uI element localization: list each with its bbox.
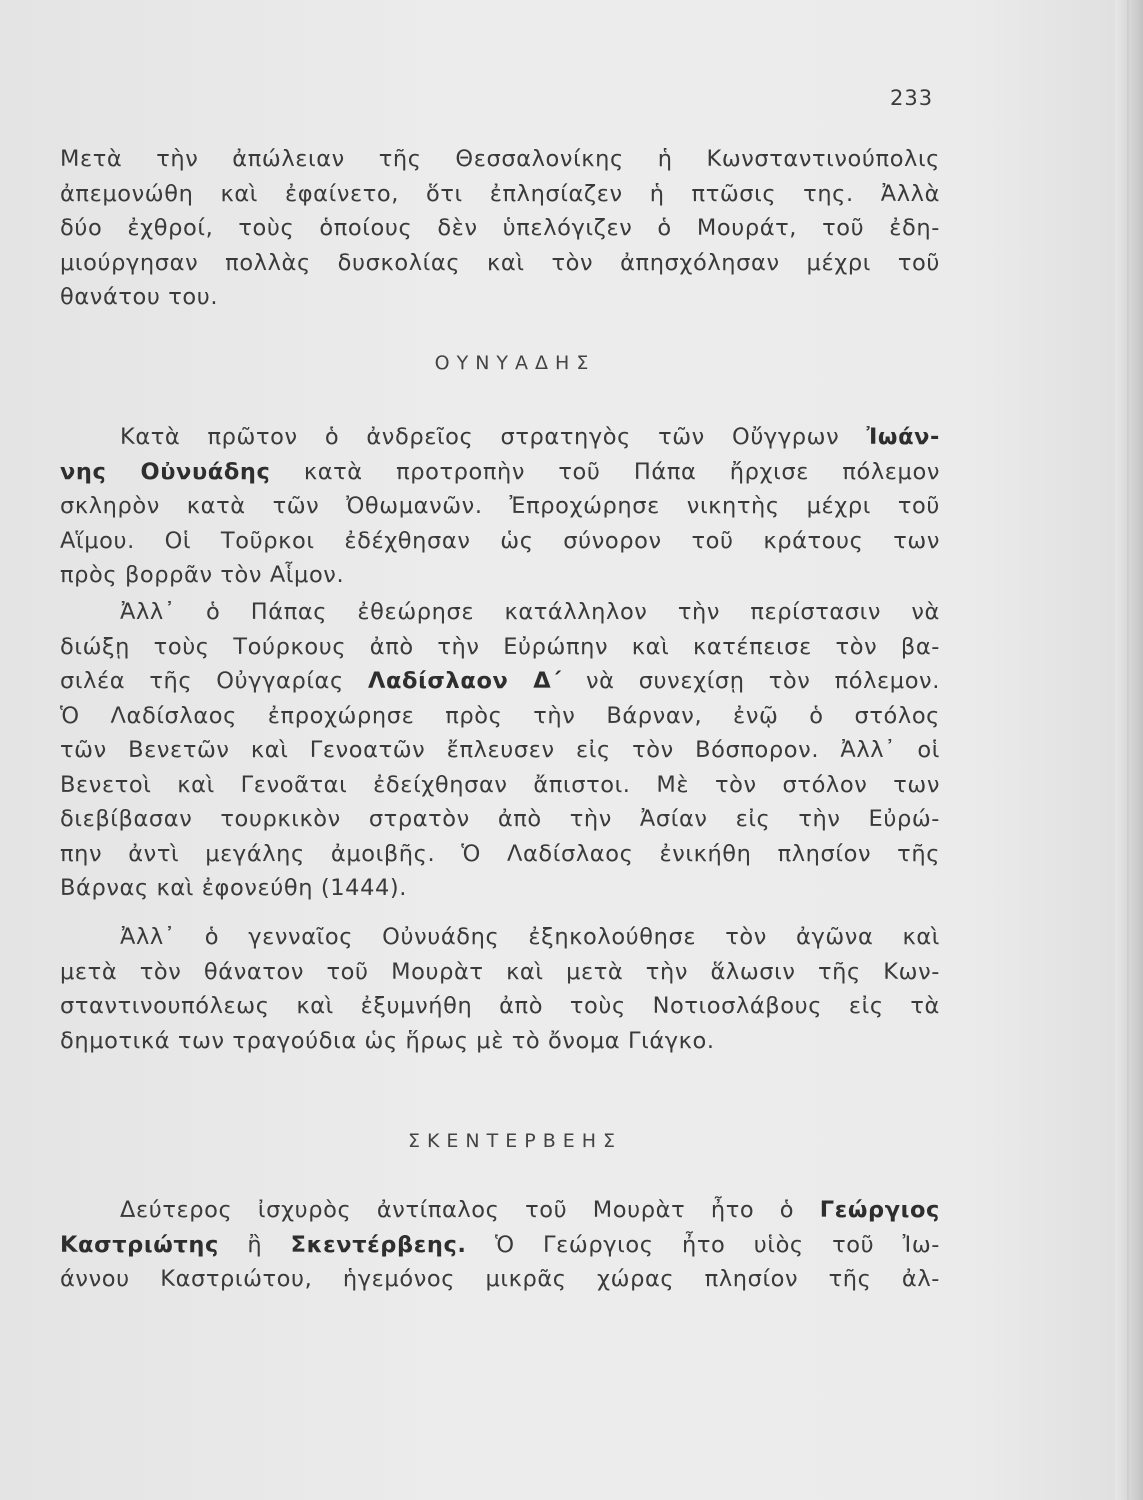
text-line: ἀπεμονώθη καὶ ἐφαίνετο, ὅτι ἐπλησίαζεν ἡ πτῶσις της. Ἀλλὰ [60,180,940,207]
intro-paragraph [60,142,940,315]
text-line: δημοτικά των τραγούδια ὡς ἥρως μὲ τὸ ὄνομα Γιάγκο. [60,1027,715,1054]
text-line [60,420,940,455]
text-run: σιλέα τῆς Οὐγγαρίας [60,668,344,694]
hunyadi-paragraph-1 [60,420,940,593]
text-line: σταντινουπόλεως καὶ ἐξυμνήθη ἀπὸ τοὺς Νοτιοσλάβους εἰς τὰ [60,993,940,1019]
bold-name: Λαδίσλαον Δ΄ [367,668,562,694]
text-run: Κατὰ πρῶτον ὁ ἀνδρεῖος στρατηγὸς τῶν Οὔγγρων [120,424,840,450]
text-line: Ἀλλ᾽ ὁ Πάπας ἐθεώρησε κατάλληλον τὴν περίστασιν νὰ [120,599,940,625]
text-line: μιούργησαν πολλὰς δυσκολίας καὶ τὸν ἀπησχόλησαν μέχρι τοῦ [60,249,940,276]
text-line [60,1193,940,1228]
text-line: πρὸς βορρᾶν τὸν Αἷμον. [60,562,345,588]
page-edge-line [1127,0,1129,1500]
section-heading-skanderbeg: ΣΚΕΝΤΕΡΒΕΗΣ [407,1130,623,1152]
text-line: Μετὰ τὴν ἀπώλειαν τῆς Θεσσαλονίκης ἡ Κωνσταντινούπολις [60,146,940,172]
text-line: Ἀλλ᾽ ὁ γενναῖος Οὐνυάδης ἐξηκολούθησε τὸν ἀγῶνα καὶ [120,924,940,950]
text-line: πην ἀντὶ μεγάλης ἀμοιβῆς. Ὁ Λαδίσλαος ἐνικήθη πλησίον τῆς [60,840,940,867]
text-line: θανάτου του. [60,284,219,310]
page-edge-shadow [1115,0,1143,1500]
text-line: σκληρὸν κατὰ τῶν Ὀθωμανῶν. Ἐπροχώρησε νικητὴς μέχρι τοῦ [60,493,940,519]
text-run: κατὰ προτροπὴν τοῦ Πάπα ἤρχισε πόλεμον [303,458,940,485]
text-run: ἢ [247,1231,263,1258]
bold-name: Γεώργιος [819,1197,940,1223]
text-line: Βενετοὶ καὶ Γενοᾶται ἐδείχθησαν ἄπιστοι. Μὲ τὸν στόλον των [60,771,940,798]
skanderbeg-paragraph-1 [60,1193,940,1297]
text-line: διώξῃ τοὺς Τούρκους ἀπὸ τὴν Εὐρώπην καὶ κατέπεισε τὸν βα- [60,633,940,660]
bold-name: νης Οὐνυάδης [60,458,271,485]
text-line [60,455,940,490]
bold-name: Ἰωάν- [866,424,940,450]
text-line: δύο ἐχθροί, τοὺς ὁποίους δὲν ὑπελόγιζεν ὁ Μουράτ, τοῦ ἐδη- [60,215,940,241]
text-line: διεβίβασαν τουρκικὸν στρατὸν ἀπὸ τὴν Ἀσίαν εἰς τὴν Εὐρώ- [60,806,940,832]
bold-name: Σκεντέρβεης. [290,1231,467,1258]
page-number: 233 [890,86,934,110]
text-line: Βάρνας καὶ ἐφονεύθη (1444). [60,875,408,901]
text-line: Ὁ Λαδίσλαος ἐπροχώρησε πρὸς τὴν Βάρναν, ἐνῷ ὁ στόλος [60,702,940,729]
text-line: άννου Καστριώτου, ἡγεμόνος μικρᾶς χώρας πλησίον τῆς ἀλ- [60,1266,940,1292]
text-line [60,664,940,699]
hunyadi-paragraph-2 [60,595,940,906]
section-heading-hunyadi: ΟΥΝΥΑΔΗΣ [434,352,596,374]
text-run: νὰ συνεχίσῃ τὸν πόλεμον. [585,668,940,694]
hunyadi-paragraph-3 [60,920,940,1058]
text-run: Δεύτερος ἰσχυρὸς ἀντίπαλος τοῦ Μουρὰτ ἦτο ὁ [120,1197,795,1223]
text-line [60,1228,940,1263]
text-line: Αἵμου. Οἱ Τοῦρκοι ἐδέχθησαν ὡς σύνορον τοῦ κράτους των [60,527,940,554]
bold-name: Καστριώτης [60,1231,219,1258]
text-line: τῶν Βενετῶν καὶ Γενοατῶν ἔπλευσεν εἰς τὸν Βόσπορον. Ἀλλ᾽ οἱ [60,737,940,763]
text-run: Ὁ Γεώργιος ἦτο υἱὸς τοῦ Ἰω- [494,1231,940,1258]
text-line: μετὰ τὸν θάνατον τοῦ Μουρὰτ καὶ μετὰ τὴν ἅλωσιν τῆς Κων- [60,958,940,985]
